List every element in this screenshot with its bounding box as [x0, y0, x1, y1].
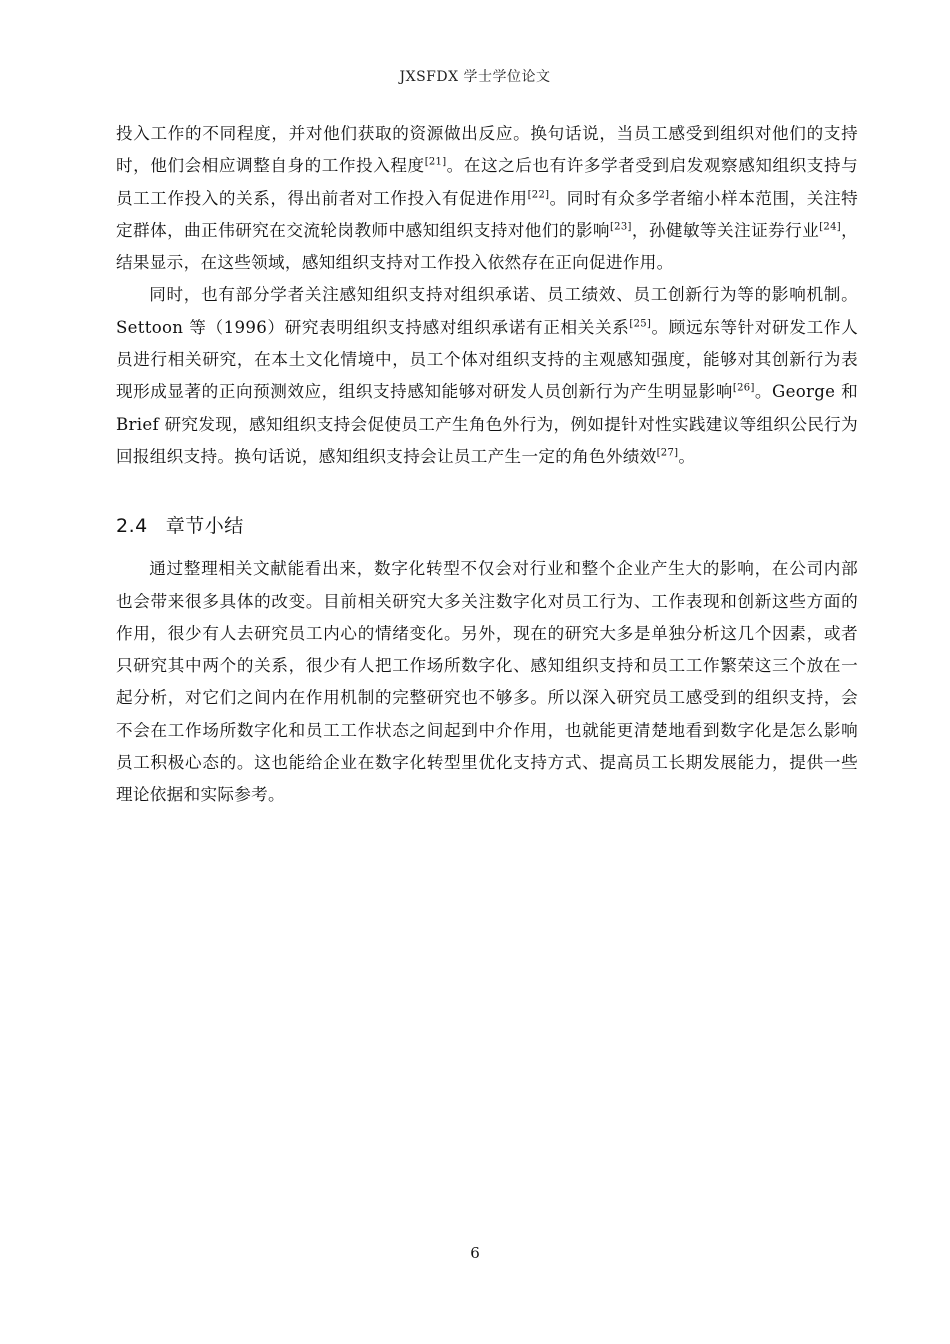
- section-heading: [116, 513, 858, 539]
- page-header: JXSFDX 学士学位论文: [399, 69, 551, 85]
- section-paragraph: 通过整理相关文献能看出来，数字化转型不仅会对行业和整个企业产生大的影响，在公司内部也会带来很多具体的改变。目前相关研究大多关注数字化对员工行为、工作表现和创新这些方面的作用，很少有人去研究员工内心的情绪变化。另外，现在的研究大多是单独分析这几个因素，或者只研究其中两个的关系，很少有人把工作场所数字化、感知组织支持和员工工作繁荣这三个放在一起分析，对它们之间内在作用机制的完整研究也不够多。所以深入研究员工感受到的组织支持，会不会在工作场所数字化和员工工作状态之间起到中介作用，也就能更清楚地看到数字化是怎么影响员工积极心态的。这也能给企业在数字化转型里优化支持方式、提高员工长期发展能力，提供一些理论依据和实际参考。: [116, 559, 858, 805]
- paragraph-text: 投入工作的不同程度，并对他们获取的资源做出反应。换句话说，当员工感受到组织对他们的支持时，他们会相应调整自身的工作投入程度: [116, 124, 858, 176]
- page-number: 6: [470, 1244, 480, 1262]
- section-number: 2.4: [116, 515, 148, 538]
- document-body: [116, 118, 858, 812]
- citation-ref: [27]: [656, 447, 679, 459]
- citation-ref: [25]: [629, 318, 652, 330]
- citation-ref: [22]: [527, 189, 550, 201]
- paragraph-text: 。George 和 Brief 研究发现，感知组织支持会促使员工产生角色外行为，例如提针对性实践建议等组织公民行为回报组织支持。换句话说，感知组织支持会让员工产生一定的角色外绩效: [116, 382, 858, 466]
- paragraph-text: 。: [678, 446, 696, 466]
- citation-ref: [24]: [819, 221, 841, 233]
- citation-ref: [26]: [732, 382, 755, 394]
- citation-ref: [23]: [609, 221, 632, 233]
- paragraph-text: ，结果显示，在这些领域，感知组织支持对工作投入依然存在正向促进作用。: [116, 220, 858, 273]
- paragraph-1: [116, 118, 858, 279]
- citation-ref: [21]: [424, 156, 447, 168]
- paragraph-2: [116, 279, 858, 473]
- paragraph-text: 同时，也有部分学者关注感知组织支持对组织承诺、员工绩效、员工创新行为等的影响机制。Settoon 等（1996）研究表明组织支持感对组织承诺有正相关关系: [116, 285, 858, 337]
- paragraph-text: 。在这之后也有许多学者受到启发观察感知组织支持与员工工作投入的关系，得出前者对工作投入有促进作用: [116, 156, 858, 208]
- paragraph-text: ，孙健敏等关注证券行业: [631, 220, 820, 240]
- paragraph-text: 。同时有众多学者缩小样本范围，关注特定群体，曲正伟研究在交流轮岗教师中感知组织支持对他们的影响: [116, 188, 858, 240]
- paragraph-text: 。顾远东等针对研发工作人员进行相关研究，在本土文化情境中，员工个体对组织支持的主观感知强度，能够对其创新行为表现形成显著的正向预测效应，组织支持感知能够对研发人员创新行为产生明显影响: [116, 317, 858, 402]
- section-title: 章节小结: [165, 515, 244, 538]
